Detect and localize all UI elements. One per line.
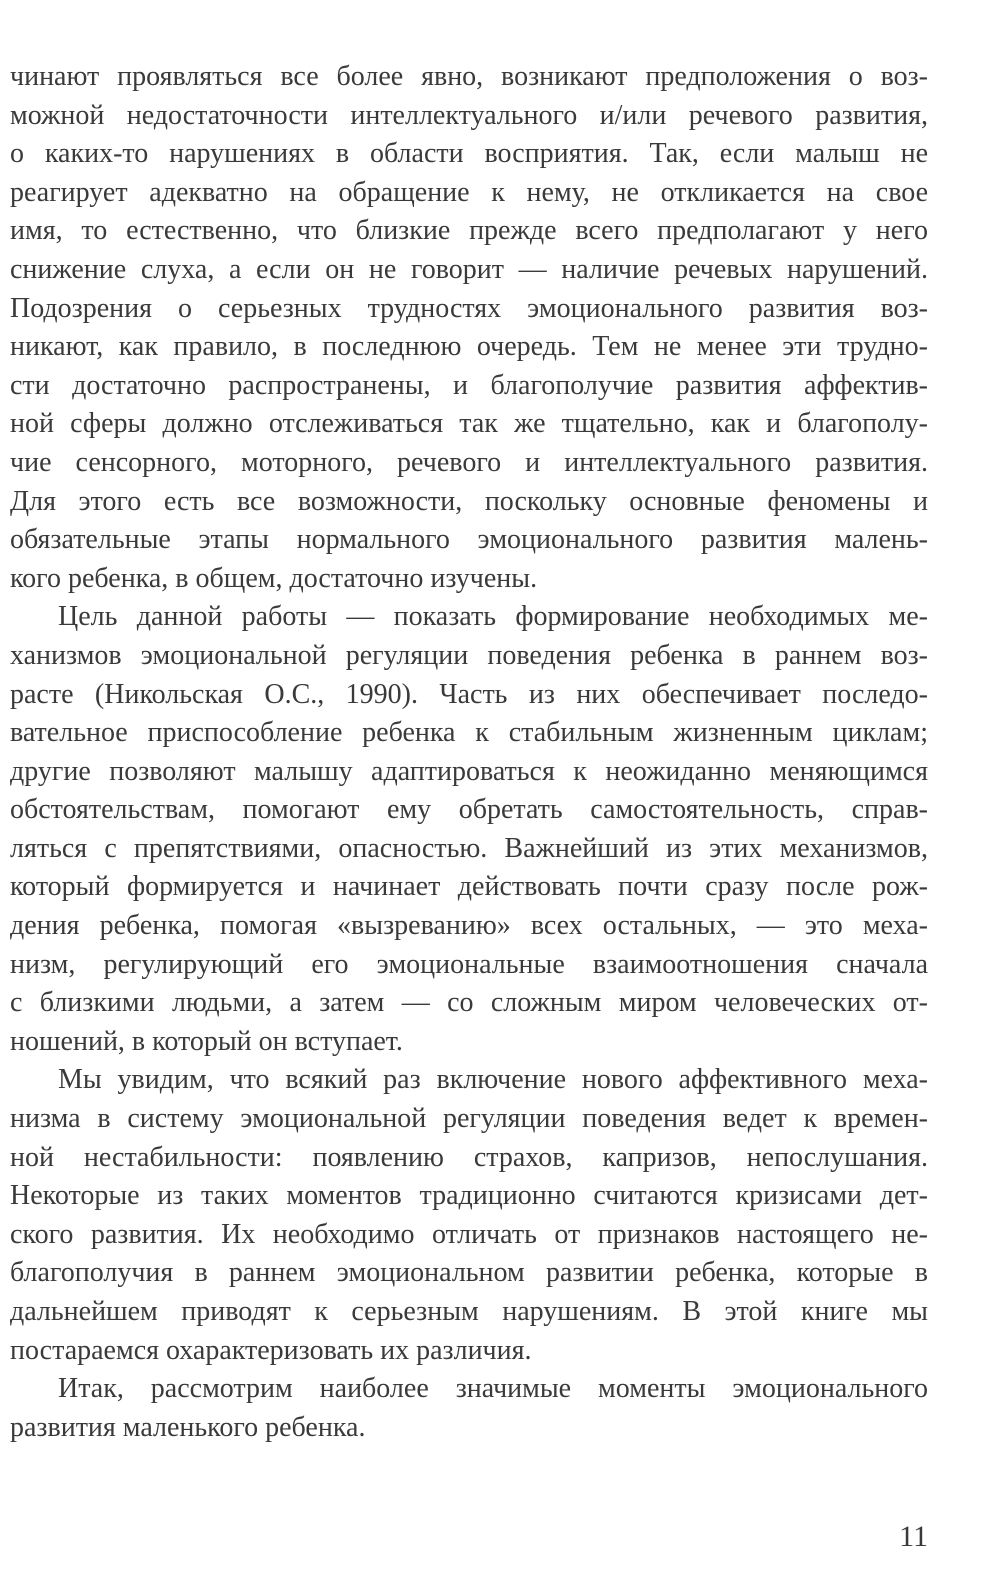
text-line: никают, как правило, в последнюю очередь. Тем не менее эти трудно- — [10, 331, 928, 363]
text-line: о каких-то нарушениях в области восприятия. Так, если малыш не — [10, 138, 928, 170]
text-line: благополучия в раннем эмоциональном развитии ребенка, которые в — [10, 1257, 928, 1289]
text-line: ной сферы должно отслеживаться так же тщательно, как и благополу- — [10, 408, 928, 440]
text-line: ной нестабильности: появлению страхов, капризов, непослушания. — [10, 1141, 928, 1173]
text-line: Цель данной работы — показать формирование необходимых ме- — [58, 601, 928, 633]
text-line: реагирует адекватно на обращение к нему, не откликается на свое — [10, 176, 928, 208]
text-line: другие позволяют малышу адаптироваться к неожиданно меняющимся — [10, 755, 928, 787]
text-line: кого ребенка, в общем, достаточно изучены. — [10, 562, 538, 594]
text-line: который формируется и начинает действовать почти сразу после рож- — [10, 871, 928, 903]
text-line: дения ребенка, помогая «вызреванию» всех остальных, — это меха- — [10, 910, 928, 942]
text-line: чинают проявляться все более явно, возникают предположения о воз- — [10, 61, 928, 92]
text-line: низм, регулирующий его эмоциональные взаимоотношения сначала — [10, 948, 928, 980]
text-line: Мы увидим, что всякий раз включение нового аффективного меха- — [58, 1064, 928, 1096]
text-line: чие сенсорного, моторного, речевого и интеллектуального развития. — [10, 446, 928, 478]
text-line: сти достаточно распространены, и благополучие развития аффектив- — [10, 369, 928, 401]
paragraph-4 — [10, 1370, 928, 1447]
text-line: вательное приспособление ребенка к стабильным жизненным циклам; — [10, 717, 928, 749]
page-number: 11 — [899, 1520, 928, 1553]
text-line: расте (Никольская О.С., 1990). Часть из них обеспечивает последо- — [10, 678, 928, 710]
text-line: ношений, в который он вступает. — [10, 1025, 403, 1057]
text-line: низма в систему эмоциональной регуляции поведения ведет к времен- — [10, 1103, 928, 1135]
text-line: ляться с препятствиями, опасностью. Важнейший из этих механизмов, — [10, 832, 928, 864]
text-line: Некоторые из таких моментов традиционно считаются кризисами дет- — [10, 1180, 928, 1212]
text-line: можной недостаточности интеллектуального и/или речевого развития, — [10, 99, 928, 131]
text-line: с близкими людьми, а затем — со сложным миром человеческих от- — [10, 987, 928, 1019]
text-line: постараемся охарактеризовать их различия. — [10, 1334, 532, 1366]
text-line: обстоятельствам, помогают ему обретать самостоятельность, справ- — [10, 794, 928, 826]
paragraph-1 — [10, 58, 928, 598]
text-line: развития маленького ребенка. — [10, 1411, 366, 1443]
text-line: обязательные этапы нормального эмоционального развития малень- — [10, 524, 928, 556]
text-line: дальнейшем приводят к серьезным нарушениям. В этой книге мы — [10, 1296, 928, 1327]
page-body — [10, 58, 928, 1447]
text-line: ханизмов эмоциональной регуляции поведения ребенка в раннем воз- — [10, 639, 928, 671]
text-line: снижение слуха, а если он не говорит — наличие речевых нарушений. — [10, 253, 928, 285]
paragraph-2 — [10, 598, 928, 1061]
text-line: Подозрения о серьезных трудностях эмоционального развития воз- — [10, 292, 928, 324]
paragraph-3 — [10, 1061, 928, 1370]
text-line: ского развития. Их необходимо отличать от признаков настоящего не- — [10, 1218, 928, 1250]
text-line: Для этого есть все возможности, поскольку основные феномены и — [10, 485, 928, 517]
text-line: имя, то естественно, что близкие прежде всего предполагают у него — [10, 215, 928, 247]
text-line: Итак, рассмотрим наиболее значимые моменты эмоционального — [58, 1373, 928, 1405]
